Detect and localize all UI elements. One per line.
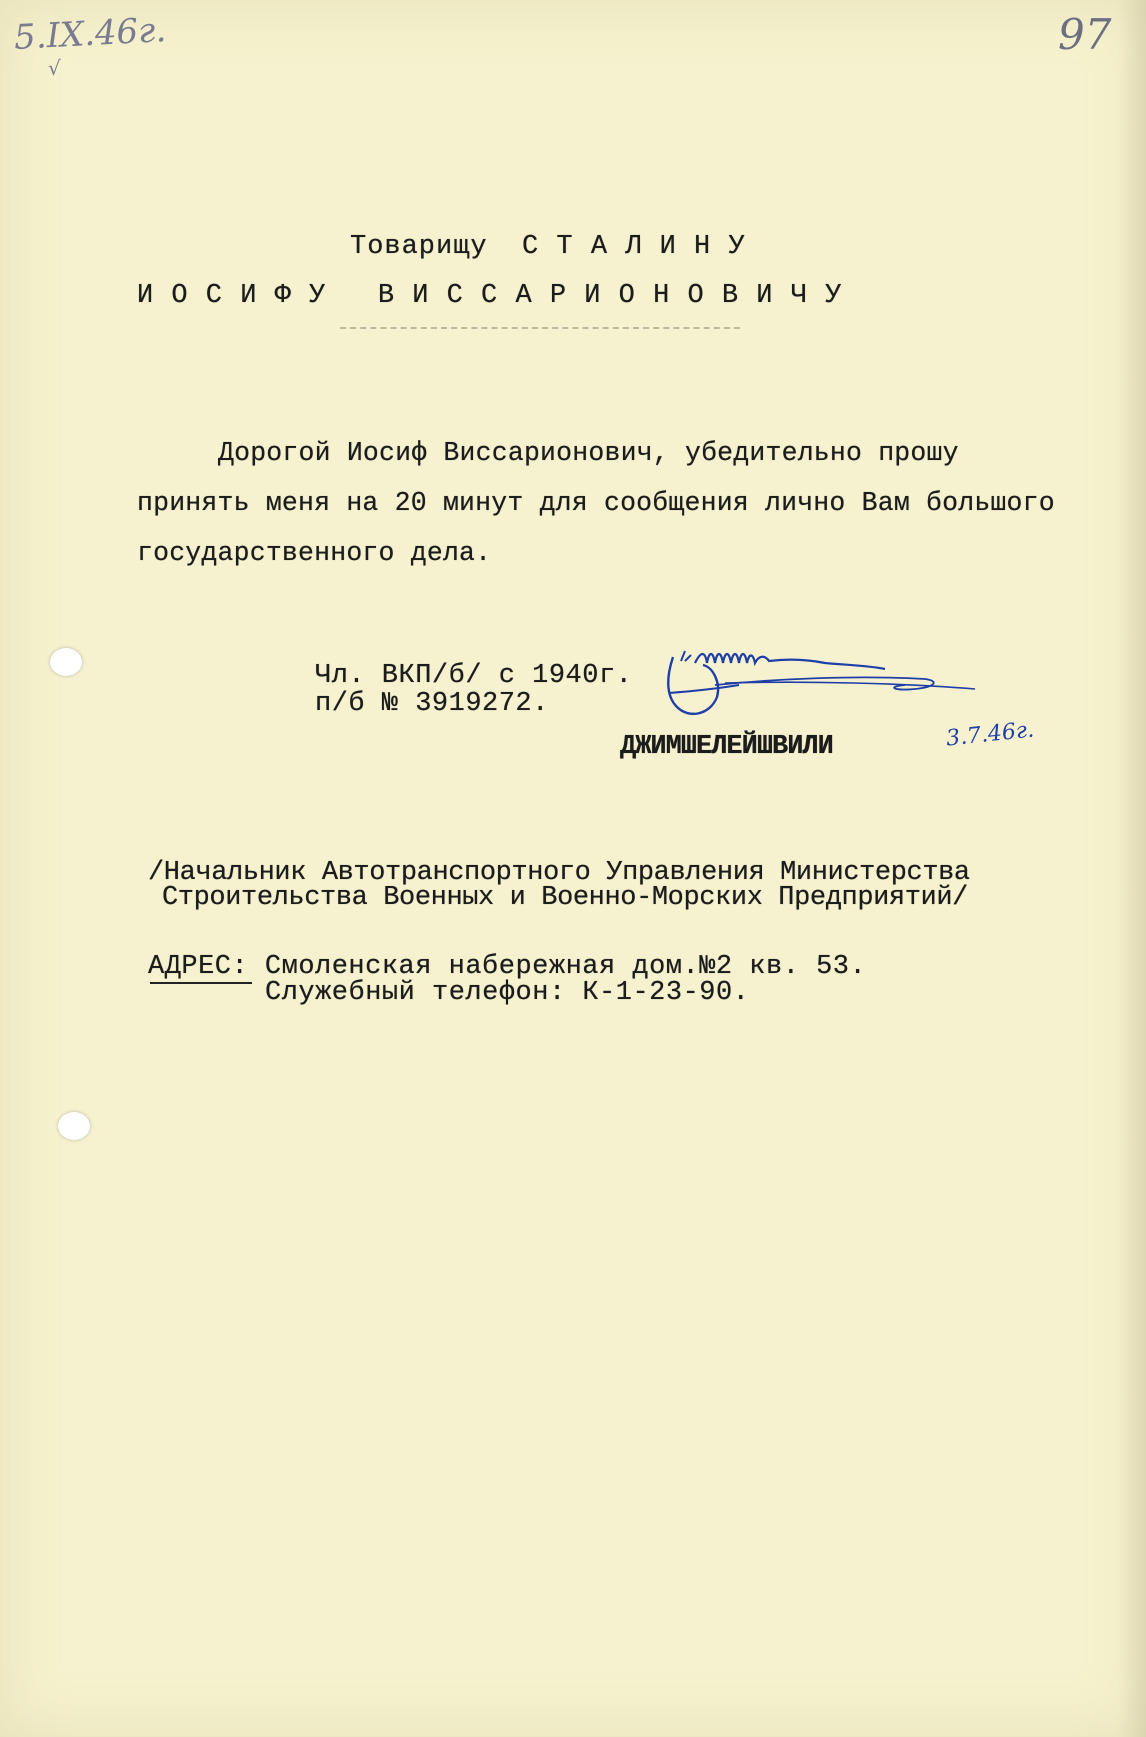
handwritten-signature-date: 3.7.46г.: [944, 717, 1036, 752]
body-line-3: государственного дела.: [137, 538, 492, 568]
signer-name: ДЖИМШЕЛЕЙШВИЛИ: [620, 732, 833, 762]
handwritten-page-number: 97: [1058, 10, 1112, 59]
page-edge-shadow: [1118, 0, 1146, 1737]
position-title-line-1: /Начальник Автотранспортного Управления Министерства: [148, 858, 970, 888]
address-label: АДРЕС:: [148, 952, 249, 982]
position-title-line-2: Строительства Военных и Военно-Морских Предприятий/: [162, 883, 968, 913]
address-label-underline: [150, 982, 252, 984]
handwritten-date-note: 5.IX.46г.: [13, 10, 168, 58]
punch-hole: [50, 648, 82, 676]
addressee-line-2: И О С И Ф У В И С С А Р И О Н О В И Ч У: [137, 281, 843, 311]
address-street: Смоленская набережная дом.№2 кв. 53.: [248, 952, 867, 982]
body-line-1: Дорогой Иосиф Виссарионович, убедительно прошу: [218, 438, 959, 468]
party-card-number-line: п/б № 3919272.: [315, 689, 549, 719]
handwritten-signature: [655, 645, 995, 735]
addressee-line-1: Товарищу С Т А Л И Н У: [350, 232, 746, 262]
party-membership-line: Чл. ВКП/б/ с 1940г.: [315, 661, 633, 691]
handwritten-check-mark: √: [48, 56, 61, 80]
body-line-2: принять меня на 20 минут для сообщения лично Вам большого: [137, 488, 1055, 518]
address-phone-line: Служебный телефон: К-1-23-90.: [265, 978, 750, 1008]
punch-hole: [58, 1112, 90, 1140]
faint-dashed-rule: [340, 327, 740, 329]
